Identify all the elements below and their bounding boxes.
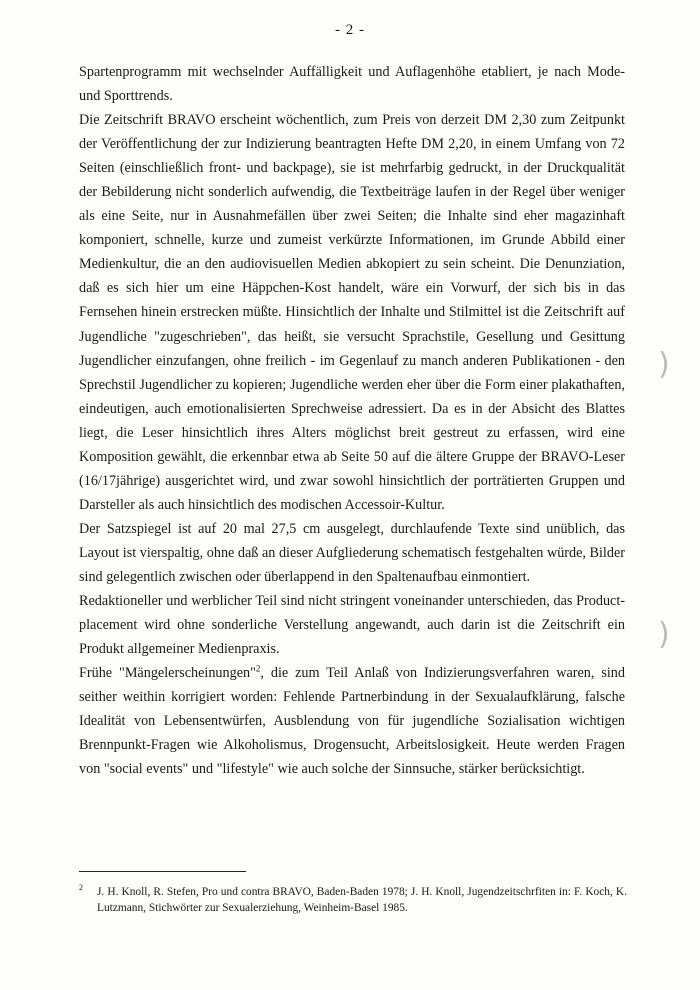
paragraph-5-lead: Frühe "Mängelerscheinungen" bbox=[79, 665, 256, 682]
footnote-divider bbox=[79, 871, 246, 872]
paragraph-2: Die Zeitschrift BRAVO erscheint wöchentlich, zum Preis von derzeit DM 2,30 zum Zeitpunkt der Veröffentlichung der zur Indizierung beantragten Hefte DM 2,20, in einem Umfang von 72 Seiten (einschließlich front- und backpage), sie ist mehrfarbig gedruckt, in der Druckqualität der Bebilderung nicht sonderlich aufwendig, die Textbeiträge laufen in der Regel über weniger als eine Seite, nur in Ausnahmefällen über zwei Seiten; die Inhalte sind eher magazinhaft komponiert, schnelle, kurze und zumeist verkürzte Informationen, im Grunde Abbild einer Medienkultur, die an den audiovisuellen Medien abkopiert zu sein scheint. Die Denunziation, daß es sich hier um eine Häppchen-Kost handelt, wäre ein Vorwurf, der sich bis in das Fernsehen hinein erstrecken müßte. Hinsichtlich der Inhalte und Stilmittel ist die Zeitschrift auf Jugendliche "zugeschrieben", das heißt, sie versucht Sprachstile, Gesellung und Gesittung Jugendlicher einzufangen, ohne freilich - im Gegenlauf zu manch anderen Publikationen - den Sprechstil Jugendlicher zu kopieren; Jugendliche werden eher über die Form einer plakathaften, eindeutigen, auch emotionalisierten Sprechweise adressiert. Da es in der Absicht des Blattes liegt, die Leser hinsichtlich ihres Alters möglichst breit gestreut zu erfassen, wird eine Komposition gewählt, die erkennbar etwa ab Seite 50 auf die ältere Gruppe der BRAVO-Leser (16/17jährige) ausgerichtet wird, und zwar sowohl hinsichtlich der porträtierten Gruppen und Darsteller als auch hinsichtlich des modischen Accessoir-Kultur. bbox=[79, 112, 625, 513]
footnote-mark: 2 bbox=[79, 883, 83, 892]
paragraph-4: Redaktioneller und werblicher Teil sind nicht stringent voneinander unterschieden, das Product-placement wird ohne sonderliche Verstellung angewandt, auch darin ist die Zeitschrift ein Produkt allgemeiner Medienpraxis. bbox=[79, 593, 625, 658]
paragraph-1: Spartenprogramm mit wechselnder Auffälligkeit und Auflagenhöhe etabliert, je nach Mode- und Sporttrends. bbox=[79, 64, 625, 105]
paragraph-5 bbox=[79, 661, 625, 781]
footnote-text: J. H. Knoll, R. Stefen, Pro und contra BRAVO, Baden-Baden 1978; J. H. Knoll, Jugendzeitschrfiten in: F. Koch, K. Lutzmann, Stichwörter zur Sexualerziehung, Weinheim-Basel 1985. bbox=[97, 886, 627, 914]
paragraph-5-rest: , die zum Teil Anlaß von Indizierungsverfahren waren, sind seither weithin korrigiert worden: Fehlende Partnerbindung in der Sexualaufklärung, falsche Idealität von Lebensentwürfen, Ausblendung von für jugendliche Sozialisation wichtigen Brennpunkt-Fragen wie Alkoholismus, Drogensucht, Arbeitslosigkeit. Heute werden Fragen von "social events" und "lifestyle" wie auch solche der Sinnsuche, stärker berücksichtigt. bbox=[79, 665, 625, 778]
page-number: - 2 - bbox=[335, 22, 365, 38]
footnote bbox=[79, 884, 627, 916]
scan-margin-mark-icon: ) bbox=[658, 347, 670, 382]
scan-margin-mark-icon: ) bbox=[658, 617, 670, 652]
body-text bbox=[79, 60, 625, 781]
paragraph-3: Der Satzspiegel ist auf 20 mal 27,5 cm ausgelegt, durchlaufende Texte sind unüblich, das Layout ist vierspaltig, ohne daß an dieser Aufgliederung schematisch festgehalten würde, Bilder sind gelegentlich zwischen oder überlappend in den Spaltenaufbau einmontiert. bbox=[79, 520, 625, 585]
footnote-reference: 2 bbox=[255, 663, 261, 674]
